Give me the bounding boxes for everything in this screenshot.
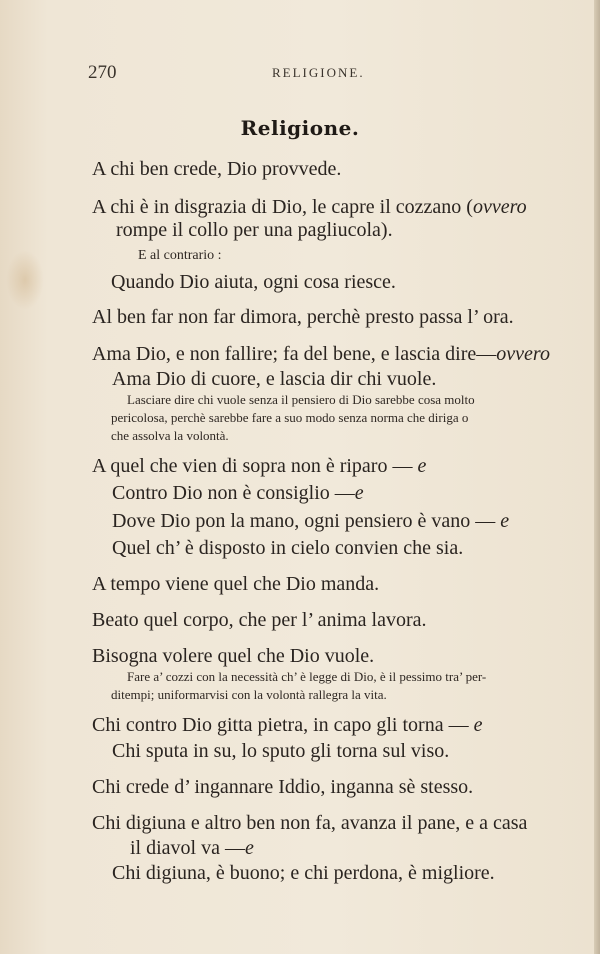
page-number: 270 xyxy=(88,62,117,83)
note-line: pericolosa, perchè sarebbe fare a suo modo senza norma che diriga o xyxy=(111,410,469,425)
paper-stain xyxy=(6,250,44,310)
proverb-line: A chi è in disgrazia di Dio, le capre il cozzano (ovvero xyxy=(92,196,527,218)
proverb-line: il diavol va —e xyxy=(130,837,254,859)
note-line: Fare a’ cozzi con la necessità ch’ è legge di Dio, è il pessimo tra’ per- xyxy=(127,669,487,684)
proverb-line: Chi digiuna, è buono; e chi perdona, è migliore. xyxy=(112,862,495,884)
proverb-line: Ama Dio, e non fallire; fa del bene, e lascia dire—ovvero xyxy=(92,343,550,365)
proverb-line: Chi contro Dio gitta pietra, in capo gli torna — e xyxy=(92,714,483,736)
proverb-line: rompe il collo per una pagliucola). xyxy=(116,219,393,241)
proverb-line: Chi crede d’ ingannare Iddio, inganna sè stesso. xyxy=(92,776,474,798)
proverb-line: Quel ch’ è disposto in cielo convien che sia. xyxy=(112,537,464,559)
proverb-line: Bisogna volere quel che Dio vuole. xyxy=(92,645,375,667)
proverb-line: A tempo viene quel che Dio manda. xyxy=(92,573,380,595)
note-line: Lasciare dire chi vuole senza il pensiero di Dio sarebbe cosa molto xyxy=(127,392,475,407)
note-line: che assolva la volontà. xyxy=(111,428,229,443)
page-edge xyxy=(594,0,600,954)
proverb-line: Dove Dio pon la mano, ogni pensiero è vano — e xyxy=(112,510,510,532)
proverb-line: Beato quel corpo, che per l’ anima lavora. xyxy=(92,609,427,631)
note-line: E al contrario : xyxy=(138,248,222,263)
proverb-line: A quel che vien di sopra non è riparo — e xyxy=(92,455,427,477)
proverb-line: Ama Dio di cuore, e lascia dir chi vuole. xyxy=(112,368,437,390)
running-head: RELIGIONE. xyxy=(272,65,365,80)
proverb-line: Quando Dio aiuta, ogni cosa riesce. xyxy=(111,271,396,293)
note-line: ditempi; uniformarvisi con la volontà rallegra la vita. xyxy=(111,687,387,702)
proverb-line: Chi sputa in su, lo sputo gli torna sul viso. xyxy=(112,740,450,762)
proverb-line: Al ben far non far dimora, perchè presto passa l’ ora. xyxy=(92,306,514,328)
section-title: Religione. xyxy=(240,116,360,140)
proverb-line: A chi ben crede, Dio provvede. xyxy=(92,158,342,180)
proverb-line: Contro Dio non è consiglio —e xyxy=(112,482,364,504)
proverb-line: Chi digiuna e altro ben non fa, avanza il pane, e a casa xyxy=(92,812,528,834)
page-header xyxy=(0,62,600,86)
